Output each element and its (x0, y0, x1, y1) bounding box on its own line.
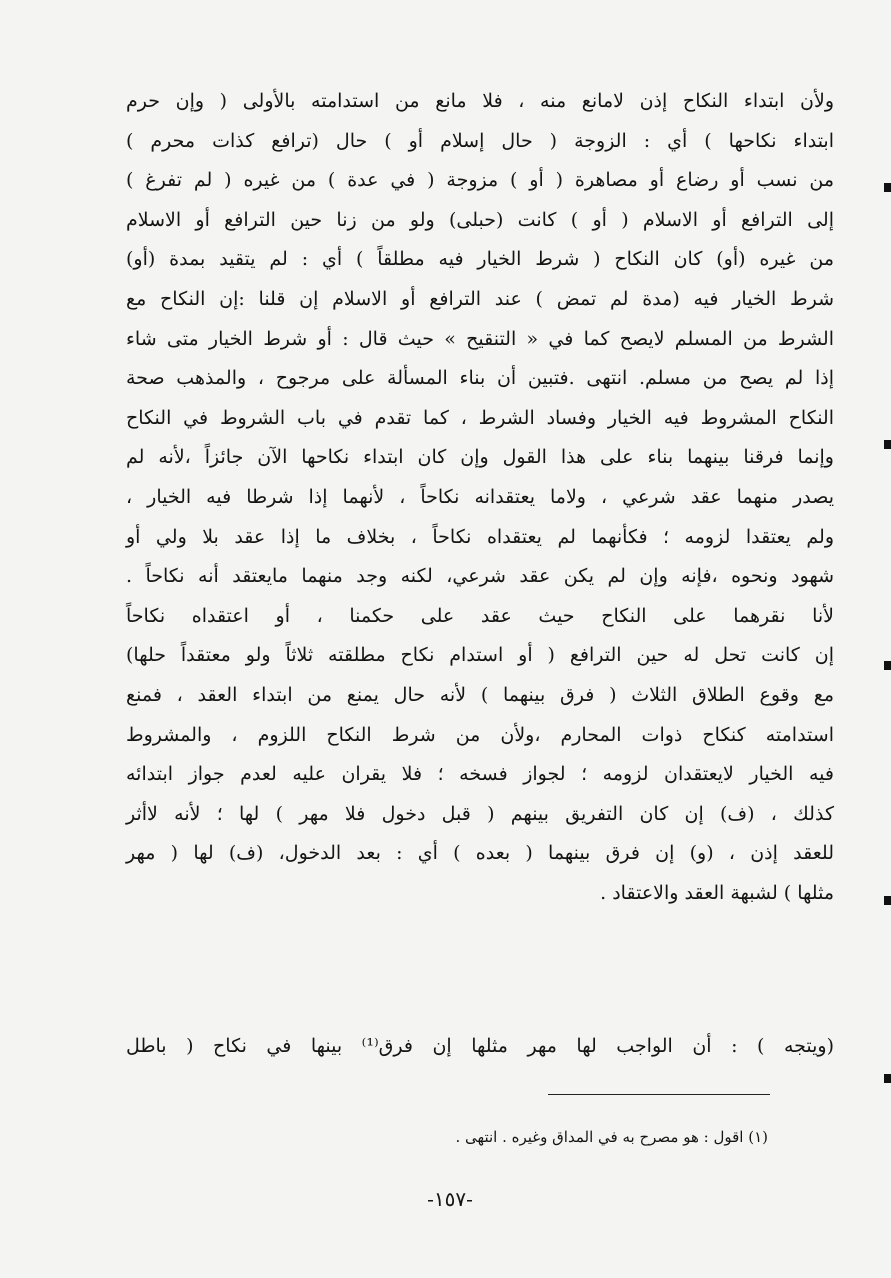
text-line: لأنا نقرهما على النكاح حيث عقد على حكمنا ، أو اعتقداه نكاحاً (126, 604, 834, 627)
text-line: مثلها ) لشبهة العقد والاعتقاد . (600, 881, 834, 904)
text-line: استدامته كنكاح ذوات المحارم ،ولأن من شرط النكاح اللزوم ، والمشروط (126, 723, 834, 746)
text-line: وإنما فرقنا بينهما بناء على هذا القول وإن كان ابتداء نكاحها الآن جائزاً ،لأنه لم (126, 446, 834, 469)
text-line: يصدر منهما عقد شرعي ، ولاما يعتقدانه نكاحاً ، لأنهما إذا شرطا فيه الخيار ، (126, 485, 834, 508)
binding-mark (884, 440, 891, 449)
binding-mark (884, 1074, 891, 1083)
footnote-separator (548, 1094, 770, 1095)
second-paragraph: (ويتجه ) : أن الواجب لها مهر مثلها إن فرق⁽¹⁾ بينها في نكاح ( باطل (126, 1035, 835, 1057)
text-line: شرط الخيار فيه (مدة لم تمض ) عند الترافع أو الاسلام إن قلنا :إن النكاح مع (126, 287, 834, 310)
text-line: النكاح المشروط فيه الخيار وفساد الشرط ، كما تقدم في باب الشروط في النكاح (126, 406, 834, 429)
text-line: كذلك ، (ف) إن كان التفريق بينهم ( قبل دخول فلا مهر ) لها ؛ لأنه لاأثر (126, 802, 834, 825)
text-line: شهود ونحوه ،فإنه وإن لم يكن عقد شرعي، لكنه وجد منهما مايعتقد أنه نكاحاً . (126, 565, 834, 588)
text-line: من نسب أو رضاع أو مصاهرة ( أو ) مزوجة ( في عدة ) من غيره ( لم تفرغ ) (126, 169, 835, 192)
text-line: إلى الترافع أو الاسلام ( أو ) كانت (حبلى) ولو من زنا حين الترافع أو الاسلام (126, 208, 834, 231)
binding-mark (884, 183, 891, 192)
text-line: للعقد إذن ، (و) إن فرق بينهما ( بعده ) أي : بعد الدخول، (ف) لها ( مهر (126, 842, 834, 865)
binding-mark (884, 661, 891, 670)
main-paragraph (126, 82, 834, 913)
text-line: من غيره (أو) كان النكاح ( شرط الخيار فيه مطلقاً ) أي : لم يتقيد بمدة (أو) (126, 248, 834, 271)
text-line: فيه الخيار لايعتقدان لزومه ؛ لجواز فسخه ؛ فلا يقران عليه لعدم جواز ابتدائه (126, 763, 834, 786)
page-number: -١٥٧- (427, 1187, 473, 1211)
text-line: مع وقوع الطلاق الثلاث ( فرق بينهما ) لأنه حال يمنع من ابتداء العقد ، فمنع (126, 683, 834, 706)
text-line: ابتداء نكاحها ) أي : الزوجة ( حال إسلام أو ) حال (ترافع كذات محرم ) (126, 129, 834, 152)
text-line: إن كانت تحل له حين الترافع ( أو استدام نكاح مطلقته ثلاثاً ولو معتقداً حلها) (126, 644, 834, 667)
binding-mark (884, 896, 891, 905)
text-line: ولم يعتقدا لزومه ؛ فكأنهما لم يعتقداه نكاحاً ، بخلاف ما إذا عقد بلا ولي أو (126, 525, 834, 548)
text-line: الشرط من المسلم لايصح كما في « التنقيح » حيث قال : أو شرط الخيار متى شاء (126, 327, 834, 350)
text-line: ولأن ابتداء النكاح إذن لامانع منه ، فلا مانع من استدامته بالأولى ( وإن حرم (126, 90, 834, 112)
footnote: (١) اقول : هو مصرح به في المداق وغيره . انتهى . (455, 1128, 768, 1146)
text-line: إذا لم يصح من مسلم. انتهى .فتبين أن بناء المسألة على مرجوح ، والمذهب صحة (126, 367, 834, 390)
